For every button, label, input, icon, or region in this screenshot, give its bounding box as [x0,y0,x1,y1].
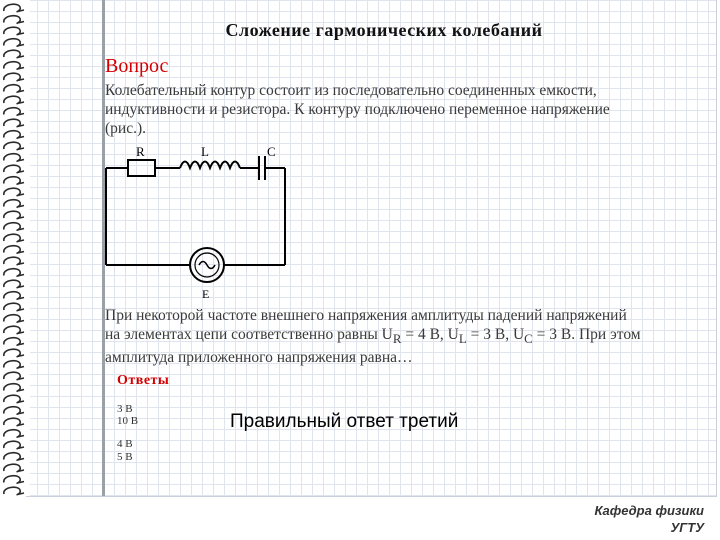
subscript-c: C [524,331,533,347]
question-line: индуктивности и резистора. К контуру подключено переменное напряжение [105,101,610,118]
label-l: L [201,144,209,159]
inductor-symbol [180,162,240,169]
question-heading: Вопрос [105,55,169,77]
answer-option-3[interactable]: 4 В [117,438,133,450]
label-e: E [202,287,210,301]
subscript-r: R [392,331,402,347]
question-line: (рис.). [105,120,146,137]
followup-line: При некоторой частоте внешнего напряжения амплитуды падений напряжений [105,307,627,324]
slide-title: Сложение гармонических колебаний [225,20,543,40]
followup-segment: = 3 В. При этом [532,326,641,343]
answer-option-2[interactable]: 10 В [117,415,139,427]
label-c: C [267,144,276,159]
followup-line [105,325,665,348]
footer-department: Кафедра физики [594,503,704,518]
label-r: R [136,144,145,159]
correct-answer-note: Правильный ответ третий [230,411,459,432]
question-line: Колебательный контур состоит из последовательно соединенных емкости, [105,82,597,99]
resistor-symbol [128,160,155,176]
answer-option-1[interactable]: 3 В [117,403,133,415]
followup-segment: = 4 В, U [401,326,459,343]
subscript-l: L [458,331,467,347]
sine-wave-icon [199,262,215,269]
followup-line: амплитуда приложенного напряжения равна… [105,349,413,367]
footer-university: УГТУ [670,520,704,535]
followup-segment: = 3 В, U [466,326,525,343]
followup-text [105,306,665,367]
answer-option-4[interactable]: 5 В [117,451,133,463]
followup-segment: на элементах цепи соответственно равны U [105,326,393,343]
answers-heading: Ответы [117,373,170,388]
